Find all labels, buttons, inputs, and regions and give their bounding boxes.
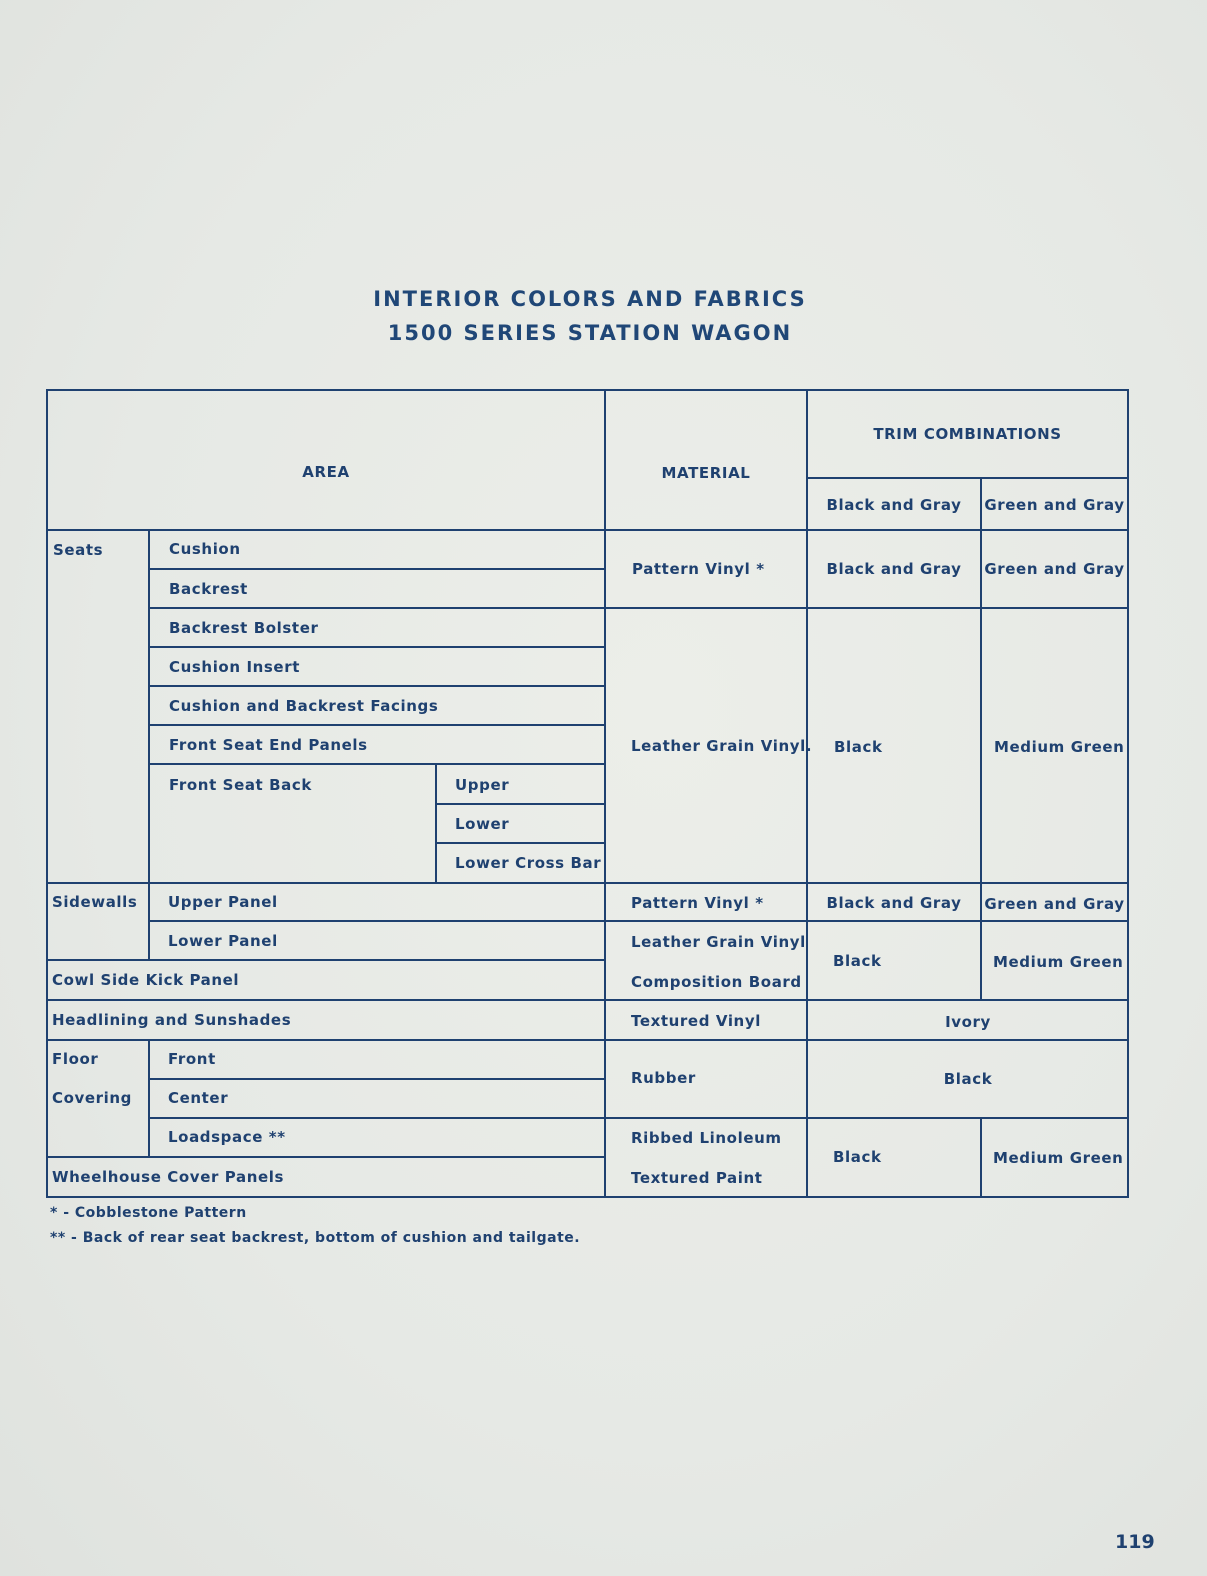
grid-line [806, 477, 1128, 479]
material-rubber: Rubber [631, 1069, 696, 1087]
area-front: Front [168, 1050, 216, 1068]
header-area: AREA [302, 463, 350, 481]
area-lower: Lower [455, 815, 510, 833]
trim-seats-pattern-black-gray: Black and Gray [826, 560, 962, 578]
grid-line [604, 389, 606, 1197]
material-pattern-vinyl-sidewalls: Pattern Vinyl * [631, 894, 764, 912]
trim-sidewalls-lower-black: Black [833, 952, 882, 970]
material-composition-board: Composition Board [631, 973, 802, 991]
page-number: 119 [1115, 1531, 1155, 1553]
area-lower-panel: Lower Panel [168, 932, 278, 950]
page-subtitle: 1500 SERIES STATION WAGON [387, 321, 793, 345]
footnote-single: * - Cobblestone Pattern [50, 1205, 247, 1221]
grid-line [46, 1156, 606, 1158]
header-green-and-gray: Green and Gray [984, 496, 1125, 514]
area-wheelhouse-cover-panels: Wheelhouse Cover Panels [52, 1168, 285, 1186]
group-sidewalls: Sidewalls [52, 893, 138, 911]
material-pattern-vinyl-seats: Pattern Vinyl * [632, 560, 765, 578]
grid-line [148, 920, 1129, 922]
area-headlining-sunshades: Headlining and Sunshades [52, 1011, 292, 1029]
grid-line [148, 685, 605, 687]
grid-line [148, 1040, 150, 1158]
material-leather-grain-vinyl-sidewalls: Leather Grain Vinyl [631, 933, 806, 951]
group-seats: Seats [53, 541, 104, 559]
area-backrest: Backrest [169, 580, 248, 598]
grid-line [148, 568, 605, 570]
material-textured-paint: Textured Paint [631, 1169, 763, 1187]
grid-line [148, 646, 605, 648]
trim-seats-leather-black: Black [834, 738, 883, 756]
trim-sidewalls-lower-medium-green: Medium Green [993, 953, 1124, 971]
trim-floor-black: Black [943, 1070, 993, 1088]
grid-line [46, 1039, 1129, 1041]
grid-line [148, 1117, 1129, 1119]
grid-line [980, 1119, 982, 1197]
trim-seats-pattern-green-gray: Green and Gray [984, 560, 1125, 578]
area-upper: Upper [455, 776, 510, 794]
grid-line [148, 763, 605, 765]
area-upper-panel: Upper Panel [168, 893, 278, 911]
grid-line [435, 842, 605, 844]
group-covering: Covering [52, 1089, 133, 1107]
area-cushion: Cushion [169, 540, 241, 558]
area-lower-cross-bar: Lower Cross Bar [455, 854, 602, 872]
trim-sidewalls-pattern-black-gray: Black and Gray [826, 894, 962, 912]
page-title: INTERIOR COLORS AND FABRICS [373, 287, 807, 311]
trim-seats-leather-medium-green: Medium Green [994, 738, 1125, 756]
area-front-seat-back: Front Seat Back [169, 776, 312, 794]
table-border-bottom [46, 1196, 1129, 1198]
grid-line [148, 607, 1129, 609]
material-textured-vinyl: Textured Vinyl [631, 1012, 761, 1030]
grid-line [46, 882, 1129, 884]
footnote-double: ** - Back of rear seat backrest, bottom of cushion and tailgate. [50, 1230, 581, 1246]
header-trim-combinations: TRIM COMBINATIONS [873, 425, 1062, 443]
material-ribbed-linoleum: Ribbed Linoleum [631, 1129, 782, 1147]
grid-line [148, 724, 605, 726]
table-border-left [46, 389, 48, 1198]
material-leather-grain-vinyl-seats: Leather Grain Vinyl. [631, 737, 813, 755]
grid-line [435, 764, 437, 883]
table-border-top [46, 389, 1129, 391]
group-floor: Floor [52, 1050, 99, 1068]
area-cowl-side-kick-panel: Cowl Side Kick Panel [52, 971, 240, 989]
grid-line [148, 529, 150, 959]
area-center: Center [168, 1089, 229, 1107]
grid-line [46, 999, 1129, 1001]
grid-line [46, 959, 606, 961]
grid-line [46, 529, 1129, 531]
trim-loadspace-black: Black [833, 1148, 882, 1166]
trim-sidewalls-pattern-green-gray: Green and Gray [984, 895, 1125, 913]
area-backrest-bolster: Backrest Bolster [169, 619, 319, 637]
header-material: MATERIAL [661, 464, 751, 482]
grid-line [435, 803, 605, 805]
area-front-seat-end-panels: Front Seat End Panels [169, 736, 368, 754]
area-cushion-insert: Cushion Insert [169, 658, 300, 676]
area-loadspace: Loadspace ** [168, 1128, 286, 1146]
grid-line [148, 1078, 605, 1080]
grid-line [980, 608, 982, 1000]
header-black-and-gray: Black and Gray [826, 496, 962, 514]
trim-loadspace-medium-green: Medium Green [993, 1149, 1124, 1167]
trim-headlining-ivory: Ivory [945, 1013, 991, 1031]
area-cushion-backrest-facings: Cushion and Backrest Facings [169, 697, 439, 715]
